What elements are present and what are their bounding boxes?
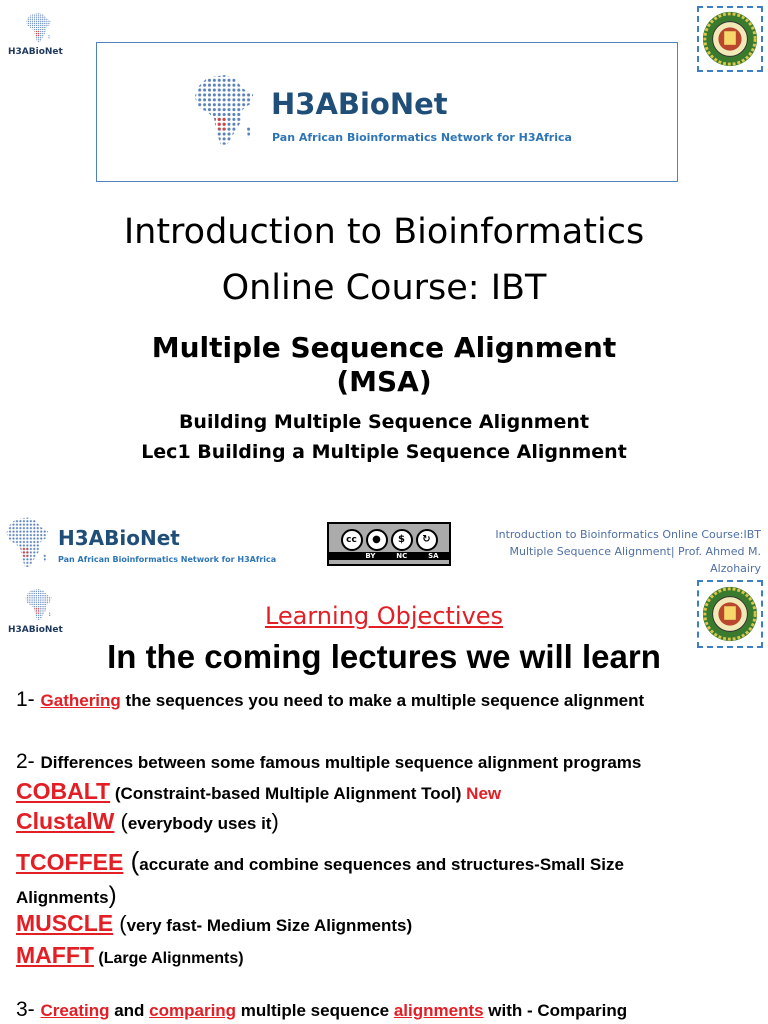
keyword-alignments: alignments (393, 1001, 484, 1020)
program-tcoffee-cont (16, 882, 117, 910)
footer-author-line: Multiple Sequence Alignment| Prof. Ahmed M. Alzohairy (509, 545, 761, 575)
program-desc: (Constraint-based Multiple Alignment Tool) (110, 784, 467, 803)
course-title-line-1: Introduction to Bioinformatics (123, 212, 645, 252)
program-desc: (Large Alignments) (93, 950, 244, 967)
small-logo-text: H3ABioNet (8, 625, 63, 635)
program-name: ClustalW (16, 808, 115, 834)
objective-2 (16, 750, 641, 774)
objective-text: the sequences you need to make a multiple sequence alignment (120, 691, 645, 710)
footer-course-line: Introduction to Bioinformatics Online Course:IBT (495, 528, 761, 541)
program-muscle (16, 910, 412, 937)
objective-text: multiple sequence (236, 1001, 394, 1020)
topic-line-2: Lec1 Building a Multiple Sequence Alignment (141, 441, 627, 463)
main-logo-frame (96, 42, 678, 182)
footer-credits (460, 526, 761, 577)
program-desc: everybody uses it (127, 814, 272, 833)
new-tag: New (466, 784, 502, 803)
program-desc: accurate and combine sequences and structures-Small Size (139, 855, 624, 874)
learning-objectives-heading: Learning Objectives (264, 602, 504, 630)
intro-heading: In the coming lectures we will learn (107, 638, 661, 675)
slide-2 (0, 576, 768, 1024)
lecture-title-line-1: Multiple Sequence Alignment (151, 331, 617, 364)
topic-line-1: Building Multiple Sequence Alignment (178, 411, 590, 433)
cc-label-nc: NC (396, 551, 408, 560)
paren-close: ) (271, 809, 279, 834)
course-title-line-2: Online Course: IBT (221, 268, 547, 308)
africa-map-icon (4, 516, 52, 570)
keyword-comparing: comparing (149, 1001, 237, 1020)
cc-label-sa: SA (428, 551, 439, 560)
objective-number: 1- (16, 688, 41, 711)
africa-map-icon (14, 12, 64, 44)
sharealike-icon: ↻ (416, 529, 438, 551)
small-logo-text: H3ABioNet (8, 47, 63, 57)
brand-name: H3ABioNet (271, 87, 448, 121)
footer-brand-tagline: Pan African Bioinformatics Network for H3Africa (58, 555, 277, 564)
objective-text: Differences between some famous multiple sequence alignment programs (40, 753, 642, 772)
creative-commons-badge (327, 522, 451, 566)
noncommercial-icon: $ (391, 529, 413, 551)
program-tcoffee (16, 846, 624, 877)
objective-number: 3- (16, 998, 41, 1021)
objective-1 (16, 688, 644, 712)
footer-logo (4, 514, 294, 570)
program-name: COBALT (16, 778, 111, 804)
program-desc: very fast- Medium Size Alignments) (126, 916, 413, 935)
africa-map-icon (189, 73, 261, 149)
keyword-creating: Creating (40, 1001, 110, 1020)
keyword-gathering: Gathering (40, 691, 121, 710)
small-logo (8, 12, 68, 57)
footer-brand-name: H3ABioNet (58, 526, 180, 550)
attribution-icon: ● (366, 529, 388, 551)
program-name: MUSCLE (16, 910, 114, 936)
paren-open: ( (123, 846, 140, 876)
cc-label-by: BY (365, 551, 376, 560)
paren-open: ( (113, 911, 127, 936)
objective-3 (16, 998, 627, 1022)
program-clustalw (16, 808, 279, 835)
lecture-title-line-2: (MSA) (336, 365, 432, 398)
seal-icon (701, 10, 759, 68)
university-seal (697, 6, 763, 72)
program-name: MAFFT (16, 942, 94, 968)
program-mafft (16, 942, 244, 969)
brand-tagline: Pan African Bioinformatics Network for H3Africa (272, 131, 572, 144)
paren-open: ( (114, 809, 128, 834)
program-name: TCOFFEE (16, 849, 124, 875)
objective-number: 2- (16, 750, 41, 773)
objective-text: with - Comparing (483, 1001, 628, 1020)
program-desc: Alignments (16, 888, 109, 907)
objective-text: and (109, 1001, 150, 1020)
cc-icon: cc (341, 529, 363, 551)
paren-close: ) (108, 882, 117, 909)
program-cobalt (16, 778, 501, 805)
